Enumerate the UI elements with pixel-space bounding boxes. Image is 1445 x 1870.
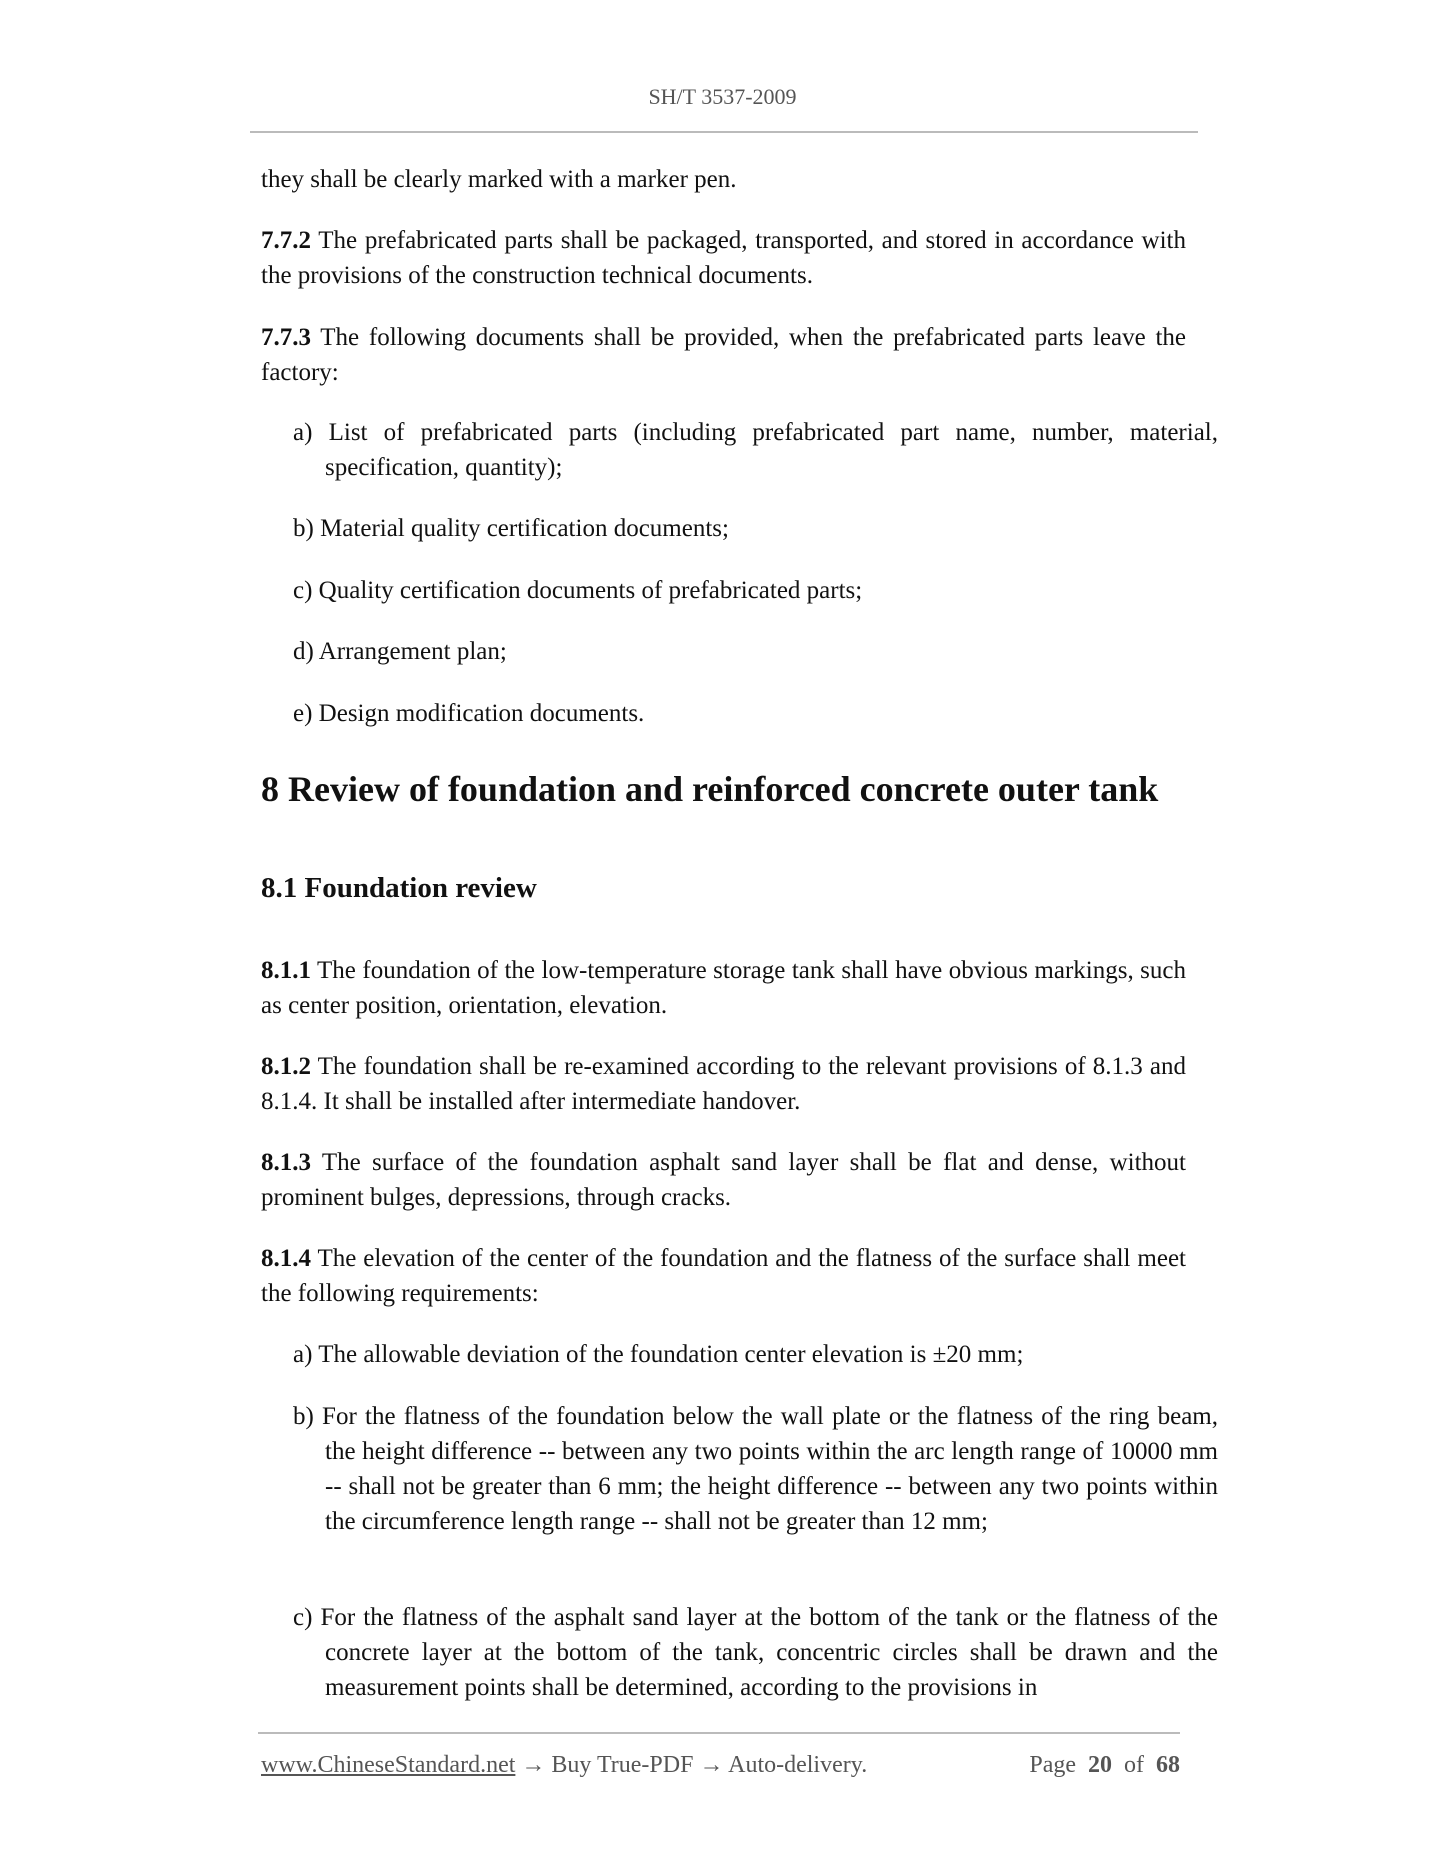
current-page: 20 <box>1088 1752 1112 1778</box>
footer-rule <box>258 1732 1180 1734</box>
footer-text: → Buy True-PDF → Auto-delivery. <box>515 1752 868 1778</box>
header-rule <box>250 131 1198 133</box>
list-item: c) For the flatness of the asphalt sand layer at the bottom of the tank or the flatness of the concrete layer at the bottom of the tank, concentric circles shall be drawn and the measurement points shall be determined, according to the provisions in <box>293 1604 1218 1701</box>
clause-number: 8.1.3 <box>261 1149 311 1176</box>
clause-text: The surface of the foundation asphalt sand layer shall be flat and dense, without prominent bulges, depressions, through cracks. <box>261 1149 1186 1211</box>
clause-7-7-2 <box>261 223 1186 293</box>
clause-number: 7.7.3 <box>261 324 311 351</box>
clause-number: 8.1.1 <box>261 957 311 984</box>
clause-number: 7.7.2 <box>261 227 311 254</box>
website-link[interactable]: www.ChineseStandard.net <box>261 1752 516 1778</box>
clause-text: The foundation of the low-temperature storage tank shall have obvious markings, such as center position, orientation, elevation. <box>261 957 1186 1019</box>
list-item: c) Quality certification documents of prefabricated parts; <box>293 577 863 604</box>
clause-8-1-1 <box>261 953 1186 1023</box>
clause-8-1-4 <box>261 1241 1186 1311</box>
footer-left <box>261 1752 867 1779</box>
list-item: a) The allowable deviation of the foundation center elevation is ±20 mm; <box>293 1341 1024 1368</box>
clause-text: The elevation of the center of the foundation and the flatness of the surface shall meet the following requirements: <box>261 1245 1186 1307</box>
list-item: a) List of prefabricated parts (including prefabricated part name, number, material, specification, quantity); <box>293 419 1218 481</box>
subsection-heading: 8.1 Foundation review <box>261 872 537 904</box>
page-number <box>1029 1752 1180 1779</box>
clause-8-1-2 <box>261 1049 1186 1119</box>
clause-text: The following documents shall be provided, when the prefabricated parts leave the factory: <box>261 324 1186 386</box>
list-item: e) Design modification documents. <box>293 700 645 727</box>
clause-text: The foundation shall be re-examined according to the relevant provisions of 8.1.3 and 8.1.4. It shall be installed after intermediate handover. <box>261 1053 1186 1115</box>
clause-8-1-3 <box>261 1145 1186 1215</box>
of-label: of <box>1124 1752 1144 1778</box>
clause-number: 8.1.2 <box>261 1053 311 1080</box>
clause-text: The prefabricated parts shall be packaged, transported, and stored in accordance with the provisions of the construction technical documents. <box>261 227 1186 289</box>
list-item: b) Material quality certification documents; <box>293 515 729 542</box>
clause-7-7-3 <box>261 320 1186 390</box>
paragraph: they shall be clearly marked with a marker pen. <box>261 166 737 193</box>
page-label: Page <box>1029 1752 1076 1778</box>
section-heading: 8 Review of foundation and reinforced concrete outer tank <box>261 769 1159 809</box>
doc-header: SH/T 3537-2009 <box>648 84 797 109</box>
list-item: b) For the flatness of the foundation below the wall plate or the flatness of the ring beam, the height difference -- between any two points within the arc length range of 10000 mm -- shall not be greater than 6 mm; the height difference -- between any two points within the circumference length range -- shall not be greater than 12 mm; <box>293 1403 1218 1535</box>
list-item: d) Arrangement plan; <box>293 638 507 665</box>
clause-number: 8.1.4 <box>261 1245 311 1272</box>
total-pages: 68 <box>1156 1752 1180 1778</box>
